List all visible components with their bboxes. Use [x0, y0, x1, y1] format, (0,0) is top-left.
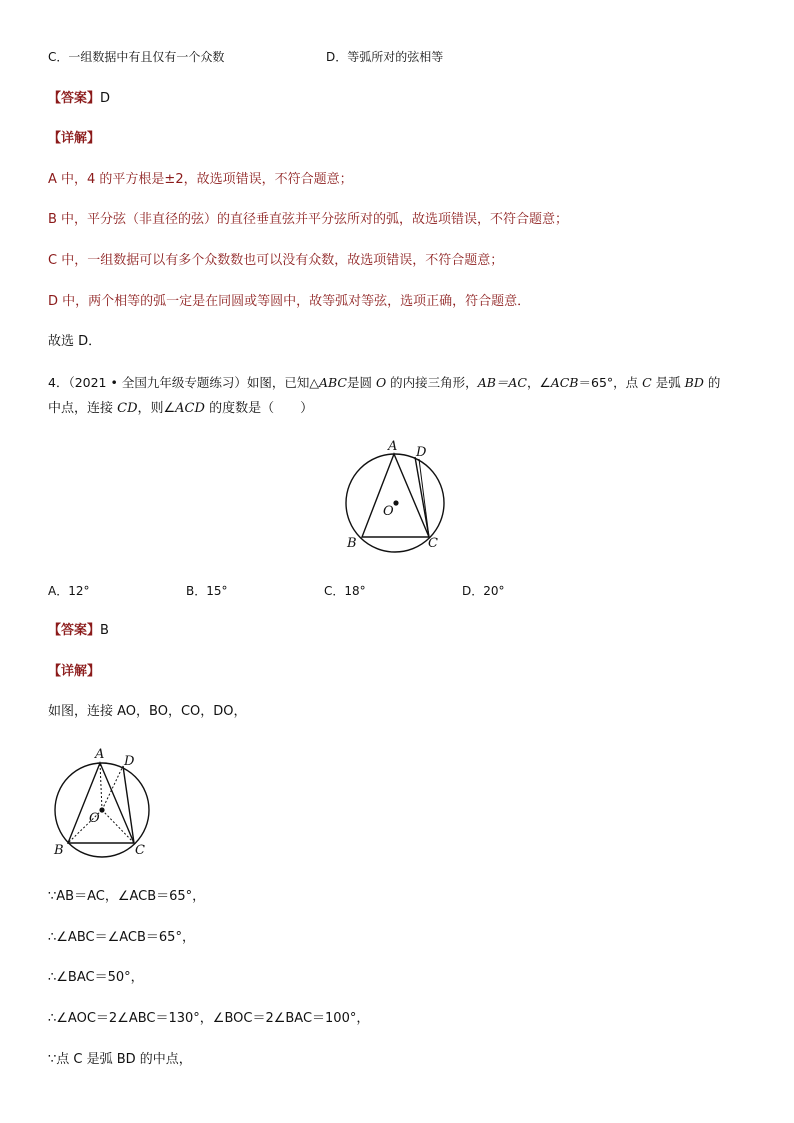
- question-line-2: [48, 400, 313, 418]
- q-text: 的内接三角形，: [386, 375, 478, 390]
- label-d: D: [124, 754, 135, 769]
- question-line-1: [48, 374, 720, 392]
- label-o: O: [89, 811, 100, 826]
- label-c: C: [428, 536, 438, 551]
- segment-do: [102, 766, 123, 810]
- solution-figure: [44, 742, 164, 862]
- step-line: ∴∠BAC＝50°，: [48, 970, 144, 985]
- label-a: A: [95, 747, 105, 762]
- q-text: ，则∠: [137, 401, 176, 416]
- segment-cd: [415, 457, 429, 537]
- option-d-prev: D．等弧所对的弦相等: [326, 50, 444, 64]
- answer: [48, 622, 109, 640]
- q-text: 4．（2021 • 全国九年级专题练习）如图，已知△: [48, 375, 319, 390]
- q-var: CD: [117, 401, 138, 416]
- label-b: B: [347, 536, 357, 551]
- label-c: C: [135, 843, 145, 858]
- q-var: C: [642, 375, 652, 390]
- option-a: A．12°: [48, 584, 90, 598]
- q-text: 的度数是（ ）: [204, 401, 314, 416]
- q-text: 中点，连接: [48, 401, 118, 416]
- detail-label: 【详解】: [48, 664, 101, 679]
- q-text: 是圆: [346, 375, 376, 390]
- prev-answer: [48, 90, 110, 108]
- q-text: ＝65°，点: [578, 375, 643, 390]
- option-b: B．15°: [186, 584, 228, 598]
- step-line: ∴∠AOC＝2∠ABC＝130°，∠BOC＝2∠BAC＝100°，: [48, 1011, 370, 1026]
- prev-detail-line-b: B 中，平分弦（非直径的弦）的直径垂直弦并平分弦所对的弧，故选项错误，不符合题意；: [48, 212, 569, 227]
- label-o: O: [383, 504, 394, 519]
- q-var: O: [375, 375, 387, 390]
- q-var: ACD: [175, 401, 205, 416]
- question-figure: [335, 437, 455, 557]
- option-c-prev: C．一组数据中有且仅有一个众数: [48, 50, 225, 64]
- step-line: ∵AB＝AC，∠ACB＝65°，: [48, 889, 206, 904]
- prev-conclusion: 故选 D．: [48, 334, 102, 349]
- prev-detail-label: 【详解】: [48, 131, 101, 146]
- option-d: D．20°: [462, 584, 505, 598]
- center-point: [99, 807, 104, 812]
- prev-detail-line-a: A 中，4 的平方根是±2，故选项错误，不符合题意；: [48, 172, 353, 187]
- q-var: ABC: [318, 375, 347, 390]
- answer-value: D: [100, 91, 111, 106]
- answer-value: B: [100, 623, 109, 638]
- q-text: 的: [703, 375, 721, 390]
- label-a: A: [388, 439, 398, 454]
- prev-detail-line-d: D 中，两个相等的弧一定是在同圆或等圆中，故等弧对等弦，选项正确，符合题意．: [48, 294, 531, 309]
- q-var: AB＝AC: [477, 375, 527, 390]
- segment-ao: [100, 763, 102, 810]
- q-var: BD: [684, 375, 704, 390]
- q-var: ACB: [550, 375, 579, 390]
- segment-co: [102, 810, 134, 843]
- center-point: [393, 500, 398, 505]
- answer-label: 【答案】: [48, 623, 101, 638]
- option-c: C．18°: [324, 584, 366, 598]
- prev-detail-line-c: C 中，一组数据可以有多个众数数也可以没有众数，故选项错误，不符合题意；: [48, 253, 504, 268]
- step-line: ∵点 C 是弧 BD 的中点，: [48, 1052, 192, 1067]
- q-text: 是弧: [651, 375, 685, 390]
- detail-intro: 如图，连接 AO，BO，CO，DO，: [48, 704, 247, 719]
- label-d: D: [416, 445, 427, 460]
- label-b: B: [54, 843, 64, 858]
- q-text: ，∠: [527, 375, 551, 390]
- step-line: ∴∠ABC＝∠ACB＝65°，: [48, 930, 195, 945]
- triangle-abc: [362, 454, 429, 537]
- answer-label: 【答案】: [48, 91, 101, 106]
